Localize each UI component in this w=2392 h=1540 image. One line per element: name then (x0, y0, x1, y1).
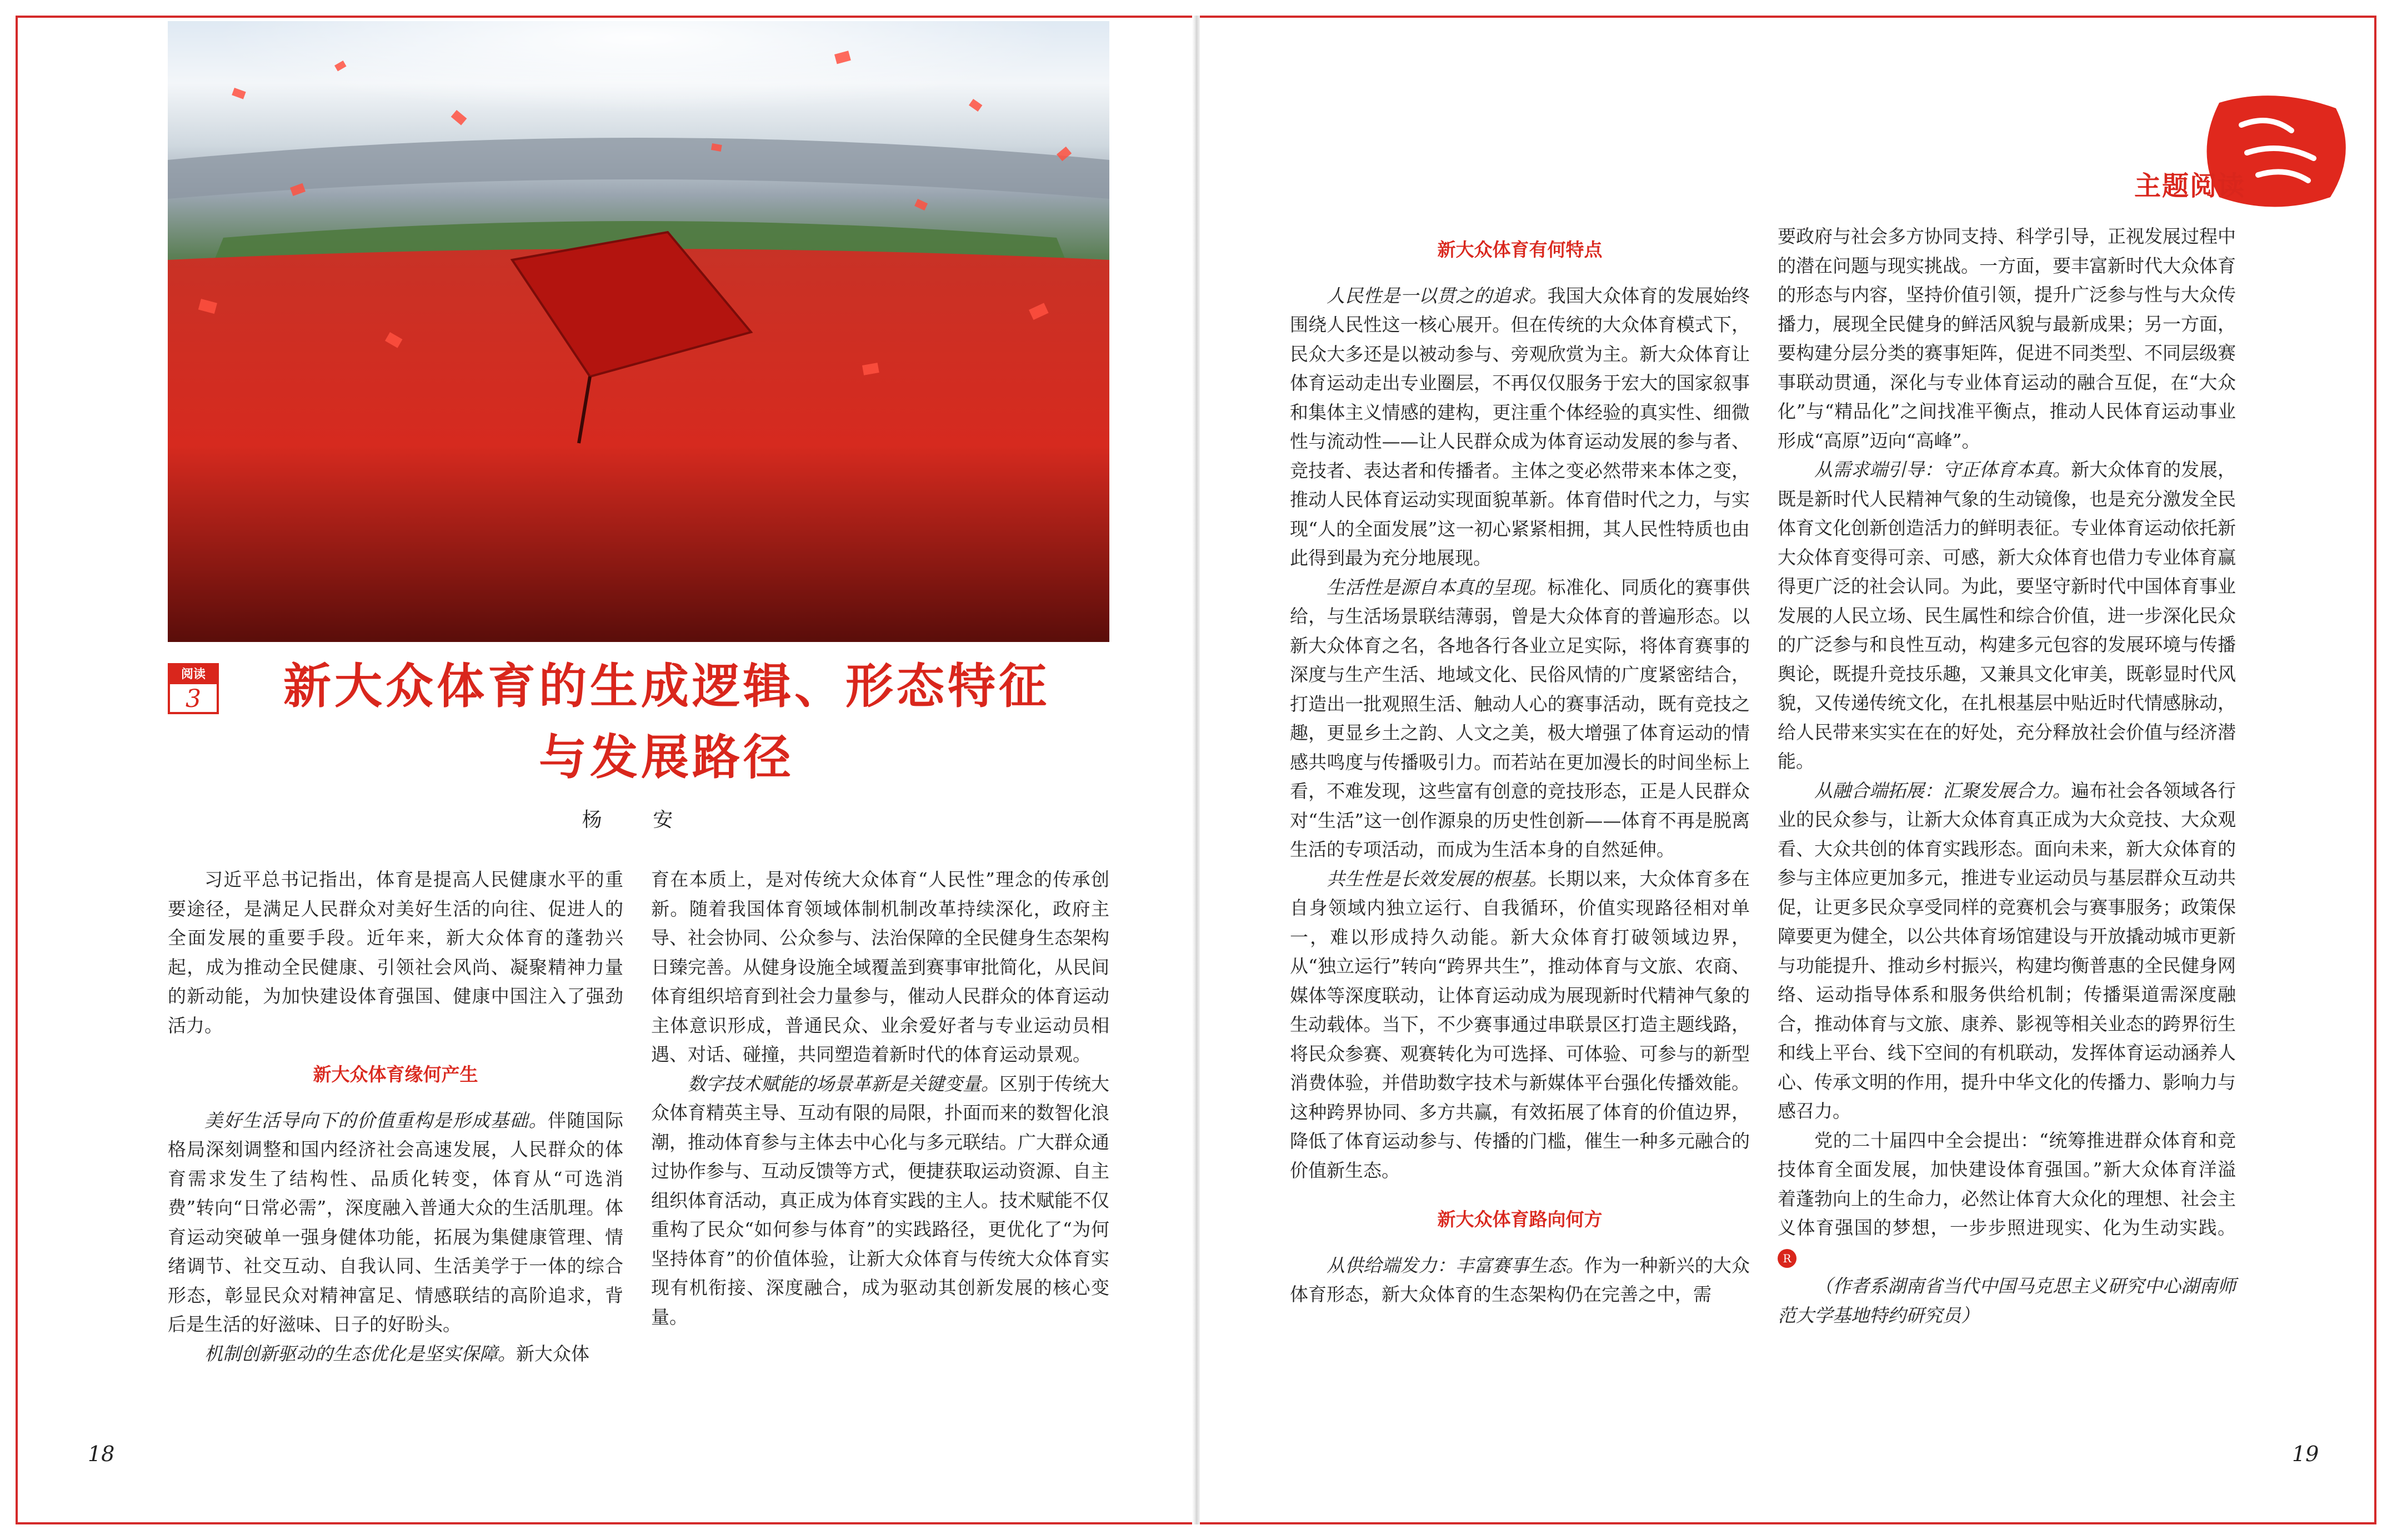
paragraph (1778, 1126, 2236, 1272)
article-title-line2: 与发展路径 (539, 730, 794, 785)
paragraph (1290, 282, 1750, 573)
paragraph (168, 1106, 623, 1340)
text-column-3 (1290, 235, 1750, 1310)
paragraph-body: 新大众体育的发展，既是新时代人民精神气象的生动镜像，也是充分激发全民体育文化创新创造活力的鲜明表征。专业体育运动依托新大众体育变得可亲、可感，新大众体育也借力专业体育赢得更广泛的社会认同。为此，要坚守新时代中国体育事业发展的人民立场、民生属性和综合价值，进一步深化民众的广泛参与和良性互动，构建多元包容的发展环境与传播舆论，既提升竞技乐趣，又兼具文化审美，既彰显时代风貌，又传递传统文化，在扎根基层中贴近时代情感脉动，给人民带来实实在在的好处，充分释放社会价值与经济潜能。 (1778, 459, 2236, 772)
page-spine (1192, 16, 1200, 1524)
page-number-left: 18 (88, 1442, 115, 1466)
end-mark-icon: R (1778, 1249, 1796, 1268)
text-column-2 (651, 865, 1109, 1332)
paragraph (651, 1070, 1109, 1332)
paragraph (1778, 455, 2236, 776)
article-title-line1: 新大众体育的生成逻辑、形态特征 (283, 659, 1050, 714)
stadium-photo (168, 21, 1109, 642)
reading-badge-label: 阅读 (170, 665, 217, 684)
reading-badge (168, 663, 219, 714)
section-label: 主题阅读 (2134, 170, 2246, 202)
paragraph-lead: 人民性是一以贯之的追求。 (1327, 284, 1548, 307)
paragraph-lead: 从融合端拓展：汇聚发展合力。 (1814, 779, 2071, 801)
paragraph-lead: 从需求端引导：守正体育本真。 (1814, 459, 2071, 480)
author-note: （作者系湖南省当代中国马克思主义研究中心湖南师范大学基地特约研究员） (1778, 1275, 2236, 1326)
text-column-1 (168, 865, 623, 1368)
section-heading: 新大众体育路向何方 (1437, 1208, 1603, 1230)
stadium-illustration (168, 21, 1109, 642)
paragraph-lead: 从供给端发力：丰富赛事生态。 (1327, 1254, 1584, 1276)
paragraph-lead: 机制创新驱动的生态优化是坚实保障。 (204, 1342, 516, 1365)
paragraph-body: 标准化、同质化的赛事供给，与生活场景联结薄弱，曾是大众体育的普遍形态。以新大众体育之名，各地各行各业立足实际，将体育赛事的深度与生产生活、地域文化、民俗风情的广度紧密结合，打造出一批观照生活、触动人心的赛事活动，既有竞技之趣，更显乡土之韵、人文之美，极大增强了体育运动的情感共鸣度与传播吸引力。而若站在更加漫长的时间坐标上看，不难发现，这些富有创意的竞技形态，正是人民群众对“生活”这一创作源泉的历史性创新——体育不再是脱离生活的专项活动，而成为生活本身的自然延伸。 (1290, 576, 1750, 860)
paragraph-lead: 数字技术赋能的场景革新是关键变量。 (688, 1072, 999, 1095)
paragraph: 要政府与社会多方协同支持、科学引导，正视发展过程中的潜在问题与现实挑战。一方面，要丰富新时代大众体育的形态与内容，坚持价值引领，提升广泛参与性与大众传播力，展现全民健身的鲜活风貌与最新成果；另一方面，要构建分层分类的赛事矩阵，促进不同类型、不同层级赛事联动贯通，深化与专业体育运动的融合互促，在“大众化”与“精品化”之间找准平衡点，推动人民体育运动事业形成“高原”迈向“高峰”。 (1778, 225, 2236, 452)
paragraph-body: 遍布社会各领域各行业的民众参与，让新大众体育真正成为大众竞技、大众观看、大众共创的体育实践形态。面向未来，新大众体育的参与主体应更加多元，推进专业运动员与基层群众互动共促，让更多民众享受同样的竞赛机会与赛事服务；政策保障要更为健全，以公共体育场馆建设与开放撬动城市更新与功能提升、推动乡村振兴，构建均衡普惠的全民健身网络、运动指导体系和服务供给机制；传播渠道需深度融合，推动体育与文旅、康养、影视等相关业态的跨界衍生和线上平台、线下空间的有机联动，发挥体育运动涵养人心、传承文明的作用，提升中华文化的传播力、影响力与感召力。 (1778, 779, 2236, 1122)
paragraph-lead: 共生性是长效发展的根基。 (1327, 867, 1548, 890)
section-heading: 新大众体育有何特点 (1437, 239, 1603, 260)
paragraph-body: 党的二十届四中全会提出：“统筹推进群众体育和竞技体育全面发展，加快建设体育强国。”新大众体育洋溢着蓬勃向上的生命力，必然让体育大众化的理想、社会主义体育强国的梦想，一步步照进现实、化为生动实践。 (1778, 1129, 2236, 1238)
reading-badge-number: 3 (186, 685, 201, 713)
paragraph-body: 新大众体 (516, 1342, 589, 1365)
paragraph-lead: 生活性是源自本真的呈现。 (1327, 576, 1548, 598)
page-number-right: 19 (2292, 1442, 2319, 1466)
paragraph-body: 长期以来，大众体育多在自身领域内独立运行、自我循环，价值实现路径相对单一，难以形成持久动能。新大众体育打破领域边界，从“独立运行”转向“跨界共生”，推动体育与文旅、农商、媒体等深度联动，让体育运动成为展现新时代精神气象的生动载体。当下，不少赛事通过串联景区打造主题线路，将民众参赛、观赛转化为可选择、可体验、可参与的新型消费体验，并借助数字技术与新媒体平台强化传播效能。这种跨界协同、多方共赢，有效拓展了体育的价值边界，降低了体育运动参与、传播的门槛，催生一种多元融合的价值新生态。 (1290, 867, 1750, 1181)
paragraph (1778, 776, 2236, 1126)
article-author: 杨 安 (582, 809, 695, 831)
paragraph-body: 伴随国际格局深刻调整和国内经济社会高速发展，人民群众的体育需求发生了结构性、品质化转变，体育从“可选消费”转向“日常必需”，深度融入普通大众的生活肌理。体育运动突破单一强身健体功能，拓展为集健康管理、情绪调节、社交互动、自我认同、生活美学于一体的综合形态，彰显民众对精神富足、情感联结的高阶追求，背后是生活的好滋味、日子的好盼头。 (168, 1109, 624, 1335)
article-title (228, 651, 1105, 793)
text-column-4 (1778, 222, 2236, 1330)
paragraph (1290, 573, 1750, 865)
paragraph (1290, 1251, 1750, 1310)
paragraph-body: 作为一种新兴的大众体育形态，新大众体育的生态架构仍在完善之中，需 (1290, 1254, 1750, 1305)
paragraph-body: 区别于传统大众体育精英主导、互动有限的局限，扑面而来的数智化浪潮，推动体育参与主体去中心化与多元联结。广大群众通过协作参与、互动反馈等方式，便捷获取运动资源、自主组织体育活动，真正成为体育实践的主人。技术赋能不仅重构了民众“如何参与体育”的实践路径，更优化了“为何坚持体育”的价值体验，让新大众体育与传统大众体育实现有机衔接、深度融合，成为驱动其创新发展的核心变量。 (651, 1072, 1109, 1328)
paragraph: 育在本质上，是对传统大众体育“人民性”理念的传承创新。随着我国体育领域体制机制改革持续深化，政府主导、社会协同、公众参与、法治保障的全民健身生态架构日臻完善。从健身设施全域覆盖到赛事审批简化，从民间体育组织培育到社会力量参与，催动人民群众的体育运动主体意识形成，普通民众、业余爱好者与专业运动员相遇、对话、碰撞，共同塑造着新时代的体育运动景观。 (651, 869, 1109, 1065)
section-heading: 新大众体育缘何产生 (313, 1064, 478, 1085)
paragraph-lead: 美好生活导向下的价值重构是形成基础。 (204, 1109, 548, 1131)
paragraph: 习近平总书记指出，体育是提高人民健康水平的重要途径，是满足人民群众对美好生活的向往、促进人的全面发展的重要手段。近年来，新大众体育的蓬勃兴起，成为推动全民健康、引领社会风尚、凝聚精神力量的新动能，为加快建设体育强国、健康中国注入了强劲活力。 (168, 869, 623, 1036)
paragraph-body: 我国大众体育的发展始终围绕人民性这一核心展开。但在传统的大众体育模式下，民众大多还是以被动参与、旁观欣赏为主。新大众体育让体育运动走出专业圈层，不再仅仅服务于宏大的国家叙事和集体主义情感的建构，更注重个体经验的真实性、细微性与流动性——让人民群众成为体育运动发展的参与者、竞技者、表达者和传播者。主体之变必然带来本体之变，推动人民体育运动实现面貌革新。体育借时代之力，与实现“人的全面发展”这一初心紧紧相拥，其人民性特质也由此得到最为充分地展现。 (1290, 284, 1750, 569)
paragraph (1290, 865, 1750, 1186)
paragraph (168, 1340, 623, 1369)
